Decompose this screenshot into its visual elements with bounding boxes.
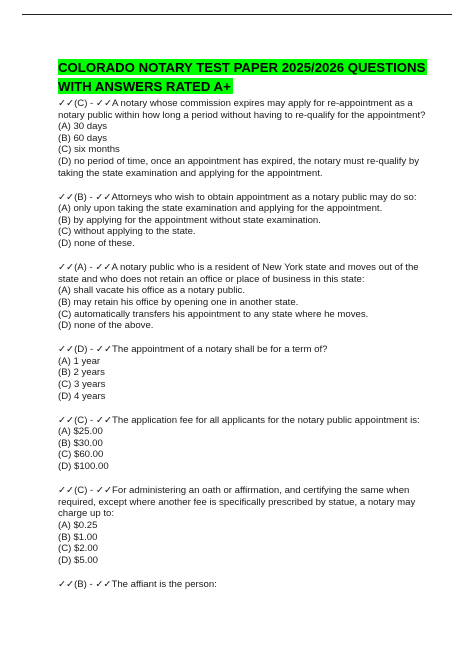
option-d: (D) no period of time, once an appointment has expired, the notary must re-qualify by taking the state examination and applying for the appointment. <box>58 155 420 179</box>
question-text: ✓✓(B) - ✓✓Attorneys who wish to obtain appointment as a notary public may do so: <box>58 191 417 203</box>
question-block <box>58 485 434 566</box>
question-block <box>58 98 434 179</box>
option-d: (D) none of the above. <box>58 320 154 332</box>
question-block <box>58 579 434 591</box>
option-b: (B) $30.00 <box>58 437 103 449</box>
option-c: (C) without applying to the state. <box>58 226 196 238</box>
option-b: (B) by applying for the appointment without state examination. <box>58 214 321 226</box>
question-text: ✓✓(C) - ✓✓The application fee for all applicants for the notary public appointment is: <box>58 414 420 426</box>
option-d: (D) $5.00 <box>58 554 98 566</box>
option-a: (A) 1 year <box>58 355 101 367</box>
question-text: ✓✓(D) - ✓✓The appointment of a notary shall be for a term of? <box>58 344 328 356</box>
title-line-1: COLORADO NOTARY TEST PAPER 2025/2026 QUESTIONS <box>58 60 426 75</box>
page-top-rule <box>22 14 452 15</box>
option-d: (D) 4 years <box>58 390 106 402</box>
option-b: (B) $1.00 <box>58 531 98 543</box>
option-a: (A) 30 days <box>58 121 108 133</box>
question-text: ✓✓(B) - ✓✓The affiant is the person: <box>58 578 217 590</box>
document-body <box>58 58 434 603</box>
option-d: (D) $100.00 <box>58 461 109 473</box>
option-d: (D) none of these. <box>58 238 135 250</box>
option-c: (C) 3 years <box>58 378 106 390</box>
option-a: (A) only upon taking the state examination and applying for the appointment. <box>58 203 383 215</box>
option-a: (A) shall vacate his office as a notary public. <box>58 285 245 297</box>
question-text: ✓✓(C) - ✓✓For administering an oath or affirmation, and certifying the same when required, except where another fee is specifically prescribed by statue, a notary may charge up to: <box>58 485 416 520</box>
question-block <box>58 415 434 473</box>
option-a: (A) $0.25 <box>58 519 98 531</box>
option-b: (B) 60 days <box>58 132 108 144</box>
title-line-2: WITH ANSWERS RATED A+ <box>58 79 231 94</box>
option-a: (A) $25.00 <box>58 426 103 438</box>
option-b: (B) may retain his office by opening one in another state. <box>58 296 299 308</box>
question-block <box>58 192 434 250</box>
option-c: (C) automatically transfers his appointment to any state where he moves. <box>58 308 369 320</box>
document-title <box>58 58 434 96</box>
option-b: (B) 2 years <box>58 367 105 379</box>
option-c: (C) $2.00 <box>58 543 98 555</box>
question-text: ✓✓(C) - ✓✓A notary whose commission expires may apply for re-appointment as a notary public within how long a period without having to re-qualify for the appointment? <box>58 98 426 121</box>
question-text: ✓✓(A) - ✓✓A notary public who is a resident of New York state and moves out of the state and who does not retain an office or place of business in this state: <box>58 262 419 285</box>
question-block <box>58 344 434 402</box>
option-c: (C) six months <box>58 144 120 156</box>
option-c: (C) $60.00 <box>58 449 104 461</box>
question-block <box>58 262 434 332</box>
